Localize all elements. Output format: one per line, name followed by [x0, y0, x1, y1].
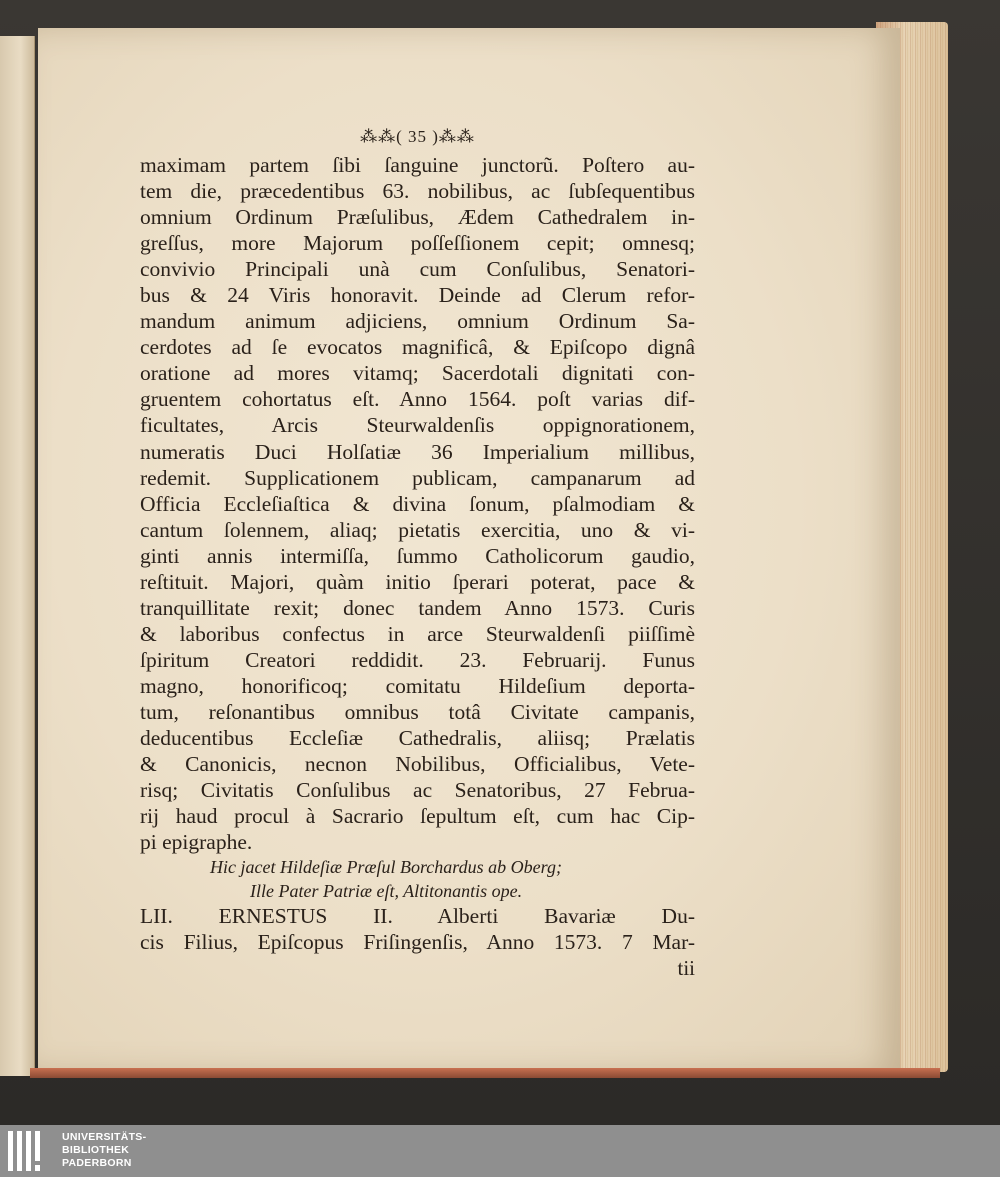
text-line: cerdotes ad ſe evocatos magnificâ, & Epiſcopo dignâ	[140, 335, 695, 360]
text-line: LII. ERNESTUS II. Alberti Bavariæ Du-	[140, 904, 695, 929]
page-text	[140, 122, 695, 981]
library-footer	[0, 1125, 1000, 1177]
text-line: ginti annis intermiſſa, ſummo Catholicorum gaudio,	[140, 543, 695, 568]
text-line: convivio Principali unà cum Conſulibus, Senatori-	[140, 257, 695, 282]
text-line: gruentem cohortatus eſt. Anno 1564. poſt varias dif-	[140, 387, 695, 412]
text-line: Officia Eccleſiaſtica & divina ſonum, pſalmodiam &	[140, 491, 695, 516]
text-line: mandum animum adjiciens, omnium Ordinum Sa-	[140, 309, 695, 334]
logo-line-1: UNIVERSITÄTS-	[62, 1131, 147, 1143]
text-line: bus & 24 Viris honoravit. Deinde ad Clerum refor-	[140, 283, 695, 308]
catchword: tii	[677, 956, 695, 981]
next-bishop-entry	[140, 903, 695, 955]
text-line: cis Filius, Epiſcopus Friſingenſis, Anno 1573. 7 Mar-	[140, 930, 695, 955]
text-line: redemit. Supplicationem publicam, campanarum ad	[140, 465, 695, 490]
text-line: tranquillitate rexit; donec tandem Anno 1573. Curis	[140, 595, 695, 620]
text-line: magno, honorificoq; comitatu Hildeſium deporta-	[140, 673, 695, 698]
text-line: ſpiritum Creatori reddidit. 23. Februarij. Funus	[140, 647, 695, 672]
text-line: tem die, præcedentibus 63. nobilibus, ac ſubſequentibus	[140, 179, 695, 204]
body-text	[140, 152, 695, 855]
library-logo-text	[62, 1131, 146, 1170]
text-line: rij haud procul à Sacrario ſepultum eſt, cum hac Cip-	[140, 804, 695, 829]
facing-page-edge	[0, 36, 35, 1076]
text-line: & Canonicis, necnon Nobilibus, Officialibus, Vete-	[140, 752, 695, 777]
text-line: tum, reſonantibus omnibus totâ Civitate campanis,	[140, 699, 695, 724]
text-line: pi epigraphe.	[140, 830, 253, 855]
page-number-header: ⁂⁂( 35 )⁂⁂	[360, 127, 475, 146]
text-line: cantum ſolennem, aliaq; pietatis exercitia, uno & vi-	[140, 517, 695, 542]
logo-line-3: PADERBORN	[62, 1157, 132, 1169]
verse-line: Hic jacet Hildeſiæ Præſul Borchardus ab Oberg;	[210, 857, 562, 878]
text-line: deducentibus Eccleſiæ Cathedralis, aliisq; Prælatis	[140, 726, 695, 751]
text-line: omnium Ordinum Præſulibus, Ædem Cathedralem in-	[140, 205, 695, 230]
logo-line-2: BIBLIOTHEK	[62, 1144, 130, 1156]
text-line: oratione ad mores vitamq; Sacerdotali dignitati con-	[140, 361, 695, 386]
book-cover-edge	[30, 1068, 940, 1078]
text-line: & laboribus confectus in arce Steurwaldenſi piiſſimè	[140, 621, 695, 646]
text-line: reſtituit. Majori, quàm initio ſperari poterat, pace &	[140, 569, 695, 594]
text-line: greſſus, more Majorum poſſeſſionem cepit; omnesq;	[140, 231, 695, 256]
text-line: ficultates, Arcis Steurwaldenſis oppignorationem,	[140, 413, 695, 438]
text-line: maximam partem ſibi ſanguine junctorũ. Poſtero au-	[140, 153, 695, 177]
text-line: numeratis Duci Holſatiæ 36 Imperialium millibus,	[140, 439, 695, 464]
library-logo-icon	[8, 1131, 52, 1171]
text-line: risq; Civitatis Conſulibus ac Senatoribus, 27 Februa-	[140, 778, 695, 803]
verse-line: Ille Pater Patriæ eſt, Altitonantis ope.	[250, 881, 523, 902]
epitaph-verse	[140, 855, 695, 903]
